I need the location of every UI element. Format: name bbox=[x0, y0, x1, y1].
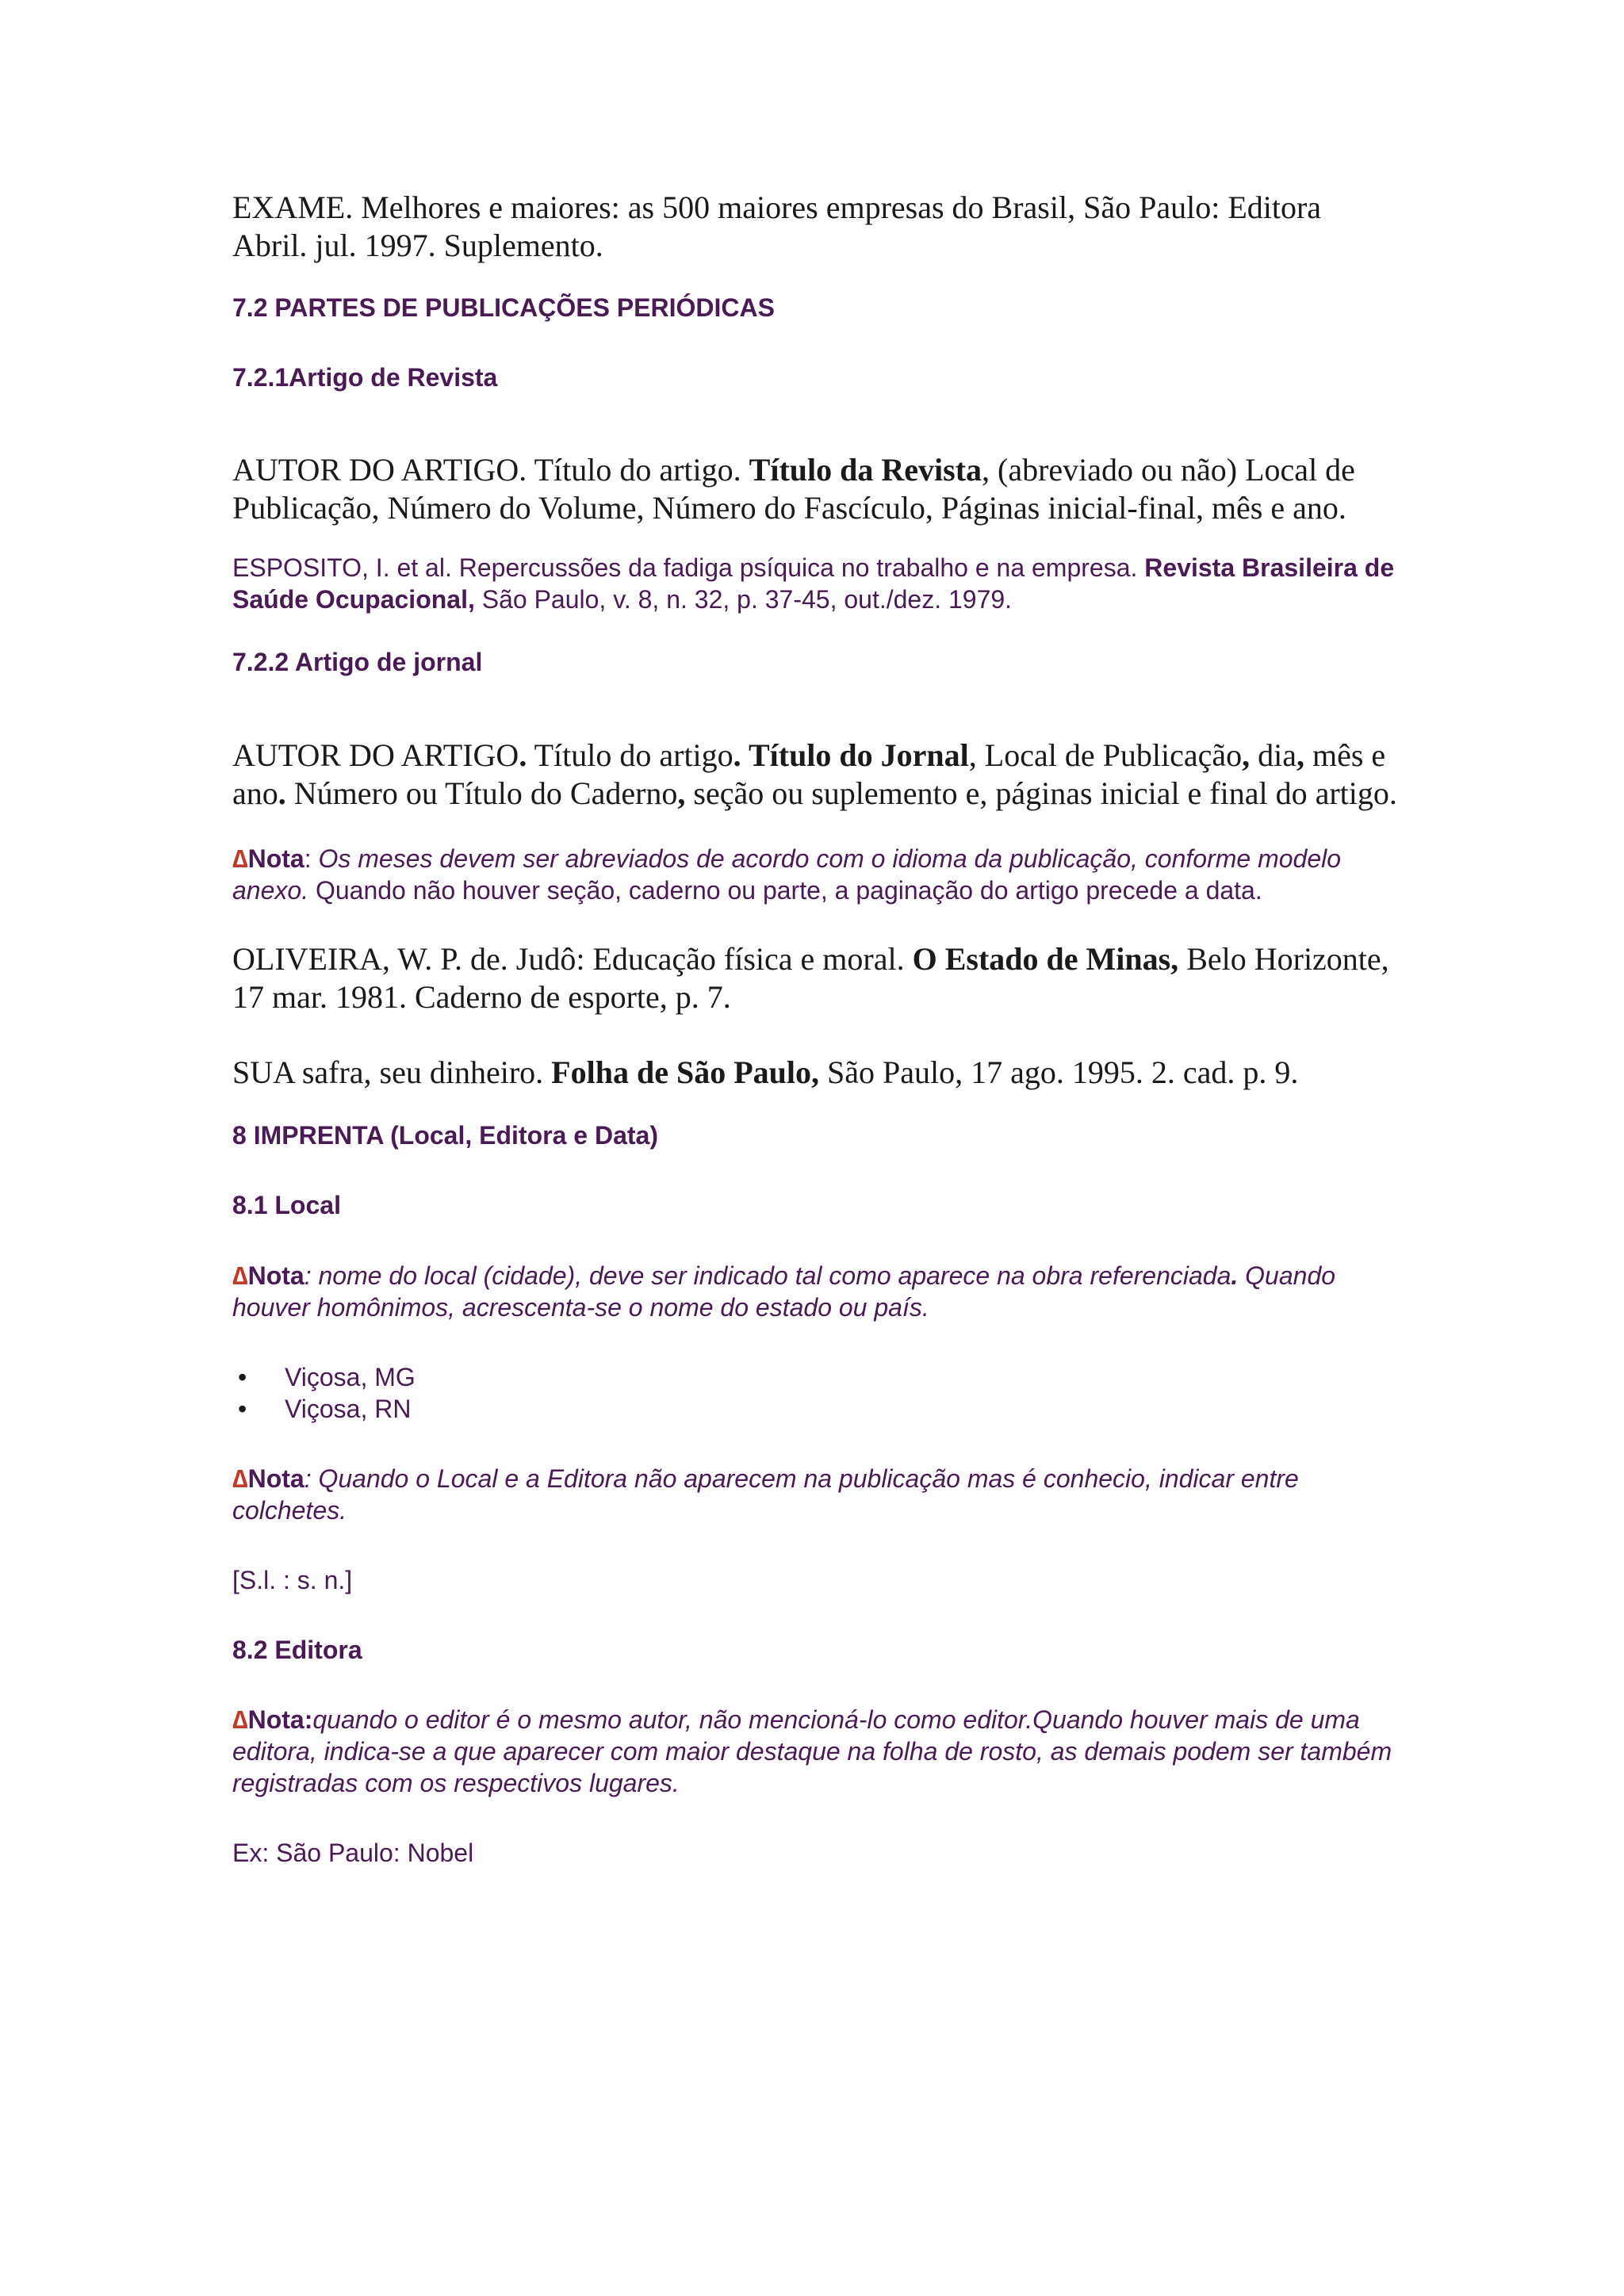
nota-label: Nota bbox=[247, 1464, 304, 1493]
jornal-model-comma: , bbox=[1242, 737, 1251, 773]
esposito-a: ESPOSITO, I. et al. Repercussões da fadiga psíquica no trabalho e na empresa. bbox=[232, 553, 1145, 582]
nota-label: Nota: bbox=[247, 1705, 313, 1734]
jornal-model-e: dia bbox=[1250, 737, 1297, 773]
nota-local bbox=[232, 1260, 1398, 1323]
nota-meses-italic: Os meses devem ser abreviados de acordo com o idioma da publicação, conforme modelo anexo. bbox=[232, 844, 1342, 905]
list-item-text: Viçosa, MG bbox=[285, 1363, 416, 1391]
nota-colchetes-italic: : Quando o Local e a Editora não aparecem na publicação mas é conhecio, indicar entre colchetes. bbox=[232, 1464, 1299, 1525]
jornal-model-title: Título do Jornal bbox=[741, 737, 969, 773]
nota-local-italic2: Quando houver homônimos, acrescenta-se o nome do estado ou país. bbox=[232, 1261, 1336, 1322]
revista-model-title: Título da Revista bbox=[749, 452, 982, 488]
oliveira-c: Belo Horizonte, 17 mar. 1981. Caderno de esporte, p. 7. bbox=[232, 941, 1389, 1015]
exame-text: EXAME. Melhores e maiores: as 500 maiores empresas do Brasil, São Paulo: Editora Abril. jul. 1997. Suplemento. bbox=[232, 189, 1322, 263]
sua-c: São Paulo, 17 ago. 1995. 2. cad. p. 9. bbox=[819, 1054, 1299, 1090]
esposito-journal: Revista Brasileira de Saúde Ocupacional, bbox=[232, 553, 1395, 614]
exame-reference bbox=[232, 189, 1374, 265]
esposito-reference bbox=[232, 552, 1398, 615]
jornal-model-dot: . bbox=[733, 737, 741, 773]
nota-colon: : bbox=[304, 844, 319, 873]
nota-meses bbox=[232, 843, 1398, 906]
nota-local-italic: : nome do local (cidade), deve ser indicado tal como aparece na obra referenciada bbox=[304, 1261, 1231, 1290]
heading-7-2-1: 7.2.1Artigo de Revista bbox=[232, 363, 498, 392]
sua-safra-reference bbox=[232, 1054, 1398, 1092]
heading-8: 8 IMPRENTA (Local, Editora e Data) bbox=[232, 1121, 658, 1150]
nota-editora bbox=[232, 1704, 1398, 1799]
sl-example: [S.l. : s. n.] bbox=[232, 1566, 353, 1594]
jornal-model-g: Número ou Título do Caderno bbox=[285, 775, 678, 811]
esposito-c: São Paulo, v. 8, n. 32, p. 37-45, out./dez. 1979. bbox=[474, 585, 1013, 614]
delta-icon: ∆ bbox=[232, 1261, 248, 1290]
heading-8-1: 8.1 Local bbox=[232, 1191, 341, 1219]
oliveira-reference bbox=[232, 940, 1398, 1016]
heading-7-2-2: 7.2.2 Artigo de jornal bbox=[232, 648, 483, 676]
revista-model-a: AUTOR DO ARTIGO. Título do artigo. bbox=[232, 452, 749, 488]
list-item-text: Viçosa, RN bbox=[285, 1395, 412, 1423]
nota-meses-rest: Quando não houver seção, caderno ou parte, a paginação do artigo precede a data. bbox=[308, 876, 1262, 905]
nota-label: Nota bbox=[247, 1261, 304, 1290]
revista-model bbox=[232, 451, 1398, 527]
list-item bbox=[238, 1393, 1398, 1425]
jornal-model bbox=[232, 737, 1398, 813]
jornal-model-f: mês e ano bbox=[232, 737, 1386, 811]
nota-local-dot: . bbox=[1231, 1261, 1239, 1290]
sua-a: SUA safra, seu dinheiro. bbox=[232, 1054, 552, 1090]
nota-editora-italic: quando o editor é o mesmo autor, não mencioná-lo como editor.Quando houver mais de uma editora, indica-se a que aparecer com maior destaque na folha de rosto, as demais podem ser também registradas com os respectivos lugares. bbox=[232, 1705, 1392, 1797]
jornal-model-dot: . bbox=[519, 737, 527, 773]
nota-colchetes bbox=[232, 1463, 1398, 1526]
nota-label: Nota bbox=[247, 844, 304, 873]
jornal-model-comma: , bbox=[677, 775, 686, 811]
jornal-model-h: seção ou suplemento e, páginas inicial e final do artigo. bbox=[685, 775, 1397, 811]
jornal-model-dot: . bbox=[278, 775, 286, 811]
oliveira-newspaper: O Estado de Minas, bbox=[912, 941, 1179, 977]
bullet-icon: • bbox=[238, 1395, 247, 1423]
heading-7-2: 7.2 PARTES DE PUBLICAÇÕES PERIÓDICAS bbox=[232, 293, 775, 322]
oliveira-a: OLIVEIRA, W. P. de. Judô: Educação física e moral. bbox=[232, 941, 913, 977]
bullet-icon: • bbox=[238, 1363, 247, 1391]
revista-model-c: , (abreviado ou não) Local de Publicação, Número do Volume, Número do Fascículo, Páginas inicial-final, mês e ano. bbox=[232, 452, 1355, 526]
delta-icon: ∆ bbox=[232, 1705, 248, 1734]
editora-example: Ex: São Paulo: Nobel bbox=[232, 1839, 474, 1867]
local-examples-list bbox=[232, 1361, 1398, 1425]
list-item bbox=[238, 1361, 1398, 1393]
heading-8-2: 8.2 Editora bbox=[232, 1636, 362, 1664]
jornal-model-d: , Local de Publicação bbox=[968, 737, 1243, 773]
delta-icon: ∆ bbox=[232, 844, 248, 873]
jornal-model-comma: , bbox=[1296, 737, 1304, 773]
delta-icon: ∆ bbox=[232, 1464, 248, 1493]
document-page bbox=[232, 189, 1398, 1869]
sua-newspaper: Folha de São Paulo, bbox=[551, 1054, 819, 1090]
jornal-model-b: Título do artigo bbox=[527, 737, 733, 773]
jornal-model-a: AUTOR DO ARTIGO bbox=[232, 737, 519, 773]
